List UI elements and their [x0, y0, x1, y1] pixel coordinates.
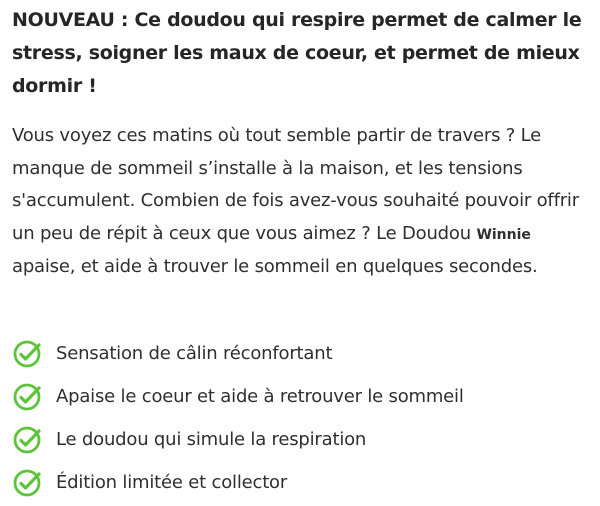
feature-label: Le doudou qui simule la respiration	[56, 429, 367, 450]
description-text: Vous voyez ces matins où tout semble partir de travers ? Le manque de sommeil s’installe à la maison, et les tensions s'accumulent. Combien de fois avez-vous souhaité pouvoir offrir un peu de répit à ceux que vous aimez ? Le Doudou	[12, 125, 579, 244]
brand-name: Winnie	[476, 226, 531, 243]
feature-item	[12, 418, 464, 461]
feature-item	[12, 332, 464, 375]
feature-label: Édition limitée et collector	[56, 472, 288, 493]
headline: NOUVEAU : Ce doudou qui respire permet de calmer le stress, soigner les maux de coeur, et permet de mieux dormir !	[12, 9, 582, 97]
feature-label: Sensation de câlin réconfortant	[56, 343, 333, 364]
feature-item	[12, 461, 464, 504]
check-circle-icon	[12, 339, 42, 369]
feature-label: Apaise le coeur et aide à retrouver le sommeil	[56, 386, 464, 407]
description-paragraph	[12, 120, 592, 284]
feature-list	[12, 332, 464, 504]
description-text-end: apaise, et aide à trouver le sommeil en quelques secondes.	[12, 256, 538, 277]
check-circle-icon	[12, 382, 42, 412]
check-circle-icon	[12, 468, 42, 498]
check-circle-icon	[12, 425, 42, 455]
feature-item	[12, 375, 464, 418]
